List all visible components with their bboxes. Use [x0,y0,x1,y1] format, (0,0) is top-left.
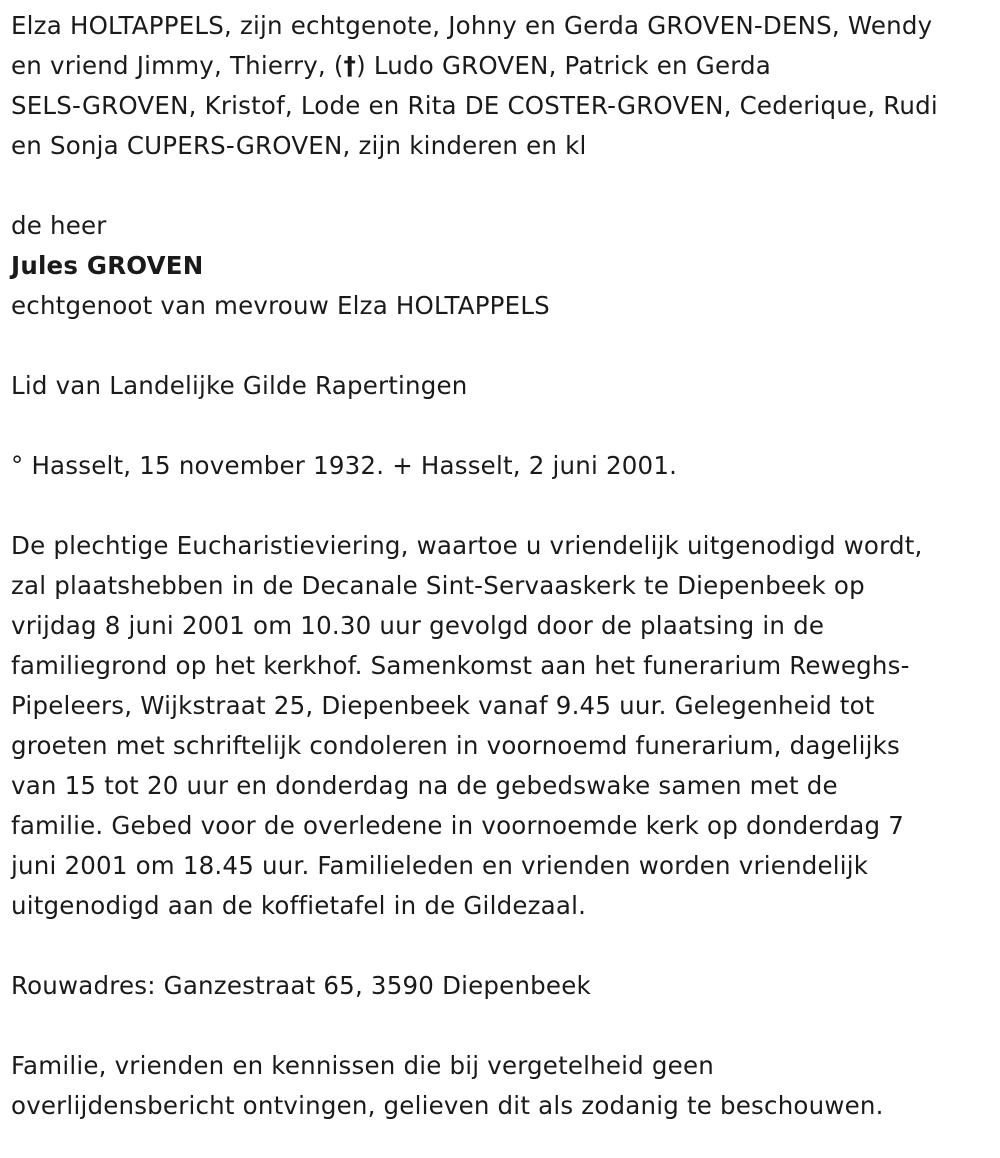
birth-death-line: ° Hasselt, 15 november 1932. + Hasselt, 2 juni 2001. [11,451,678,480]
ceremony-line: uitgenodigd aan de koffietafel in de Gildezaal. [11,891,587,920]
ceremony-line: familie. Gebed voor de overledene in voornoemde kerk op donderdag 7 [11,811,904,840]
membership-line: Lid van Landelijke Gilde Rapertingen [11,371,468,400]
family-intro [11,6,990,166]
obituary-document [11,6,990,1126]
salutation: de heer [11,211,107,240]
ceremony-paragraph [11,526,990,926]
ceremony-line: juni 2001 om 18.45 uur. Familieleden en vrienden worden vriendelijk [11,851,869,880]
spacer [11,326,990,366]
intro-line: en Sonja CUPERS-GROVEN, zijn kinderen en kl [11,131,587,160]
ceremony-line: familiegrond op het kerkhof. Samenkomst aan het funerarium Reweghs- [11,651,910,680]
mourning-address: Rouwadres: Ganzestraat 65, 3590 Diepenbeek [11,971,591,1000]
spacer [11,406,990,446]
intro-text: en vriend Jimmy, Thierry, ( [11,51,344,80]
spacer [11,486,990,526]
intro-text: ) Ludo GROVEN, Patrick en Gerda [356,51,772,80]
spacer [11,926,990,966]
cross-icon: † [343,51,357,80]
intro-line: SELS-GROVEN, Kristof, Lode en Rita DE COSTER-GROVEN, Cederique, Rudi [11,91,938,120]
closing-paragraph [11,1046,990,1126]
spacer [11,1006,990,1046]
ceremony-line: van 15 tot 20 uur en donderdag na de gebedswake samen met de [11,771,838,800]
ceremony-line: groeten met schriftelijk condoleren in voornoemd funerarium, dagelijks [11,731,901,760]
spouse-line: echtgenoot van mevrouw Elza HOLTAPPELS [11,291,550,320]
intro-line [11,46,990,86]
deceased-name: Jules GROVEN [11,251,204,280]
ceremony-line: vrijdag 8 juni 2001 om 10.30 uur gevolgd door de plaatsing in de [11,611,825,640]
closing-line: overlijdensbericht ontvingen, gelieven dit als zodanig te beschouwen. [11,1091,884,1120]
ceremony-line: Pipeleers, Wijkstraat 25, Diepenbeek vanaf 9.45 uur. Gelegenheid tot [11,691,875,720]
intro-line: Elza HOLTAPPELS, zijn echtgenote, Johny en Gerda GROVEN-DENS, Wendy [11,11,933,40]
closing-line: Familie, vrienden en kennissen die bij vergetelheid geen [11,1051,714,1080]
spacer [11,166,990,206]
ceremony-line: De plechtige Eucharistieviering, waartoe u vriendelijk uitgenodigd wordt, [11,531,923,560]
ceremony-line: zal plaatshebben in de Decanale Sint-Servaaskerk te Diepenbeek op [11,571,865,600]
